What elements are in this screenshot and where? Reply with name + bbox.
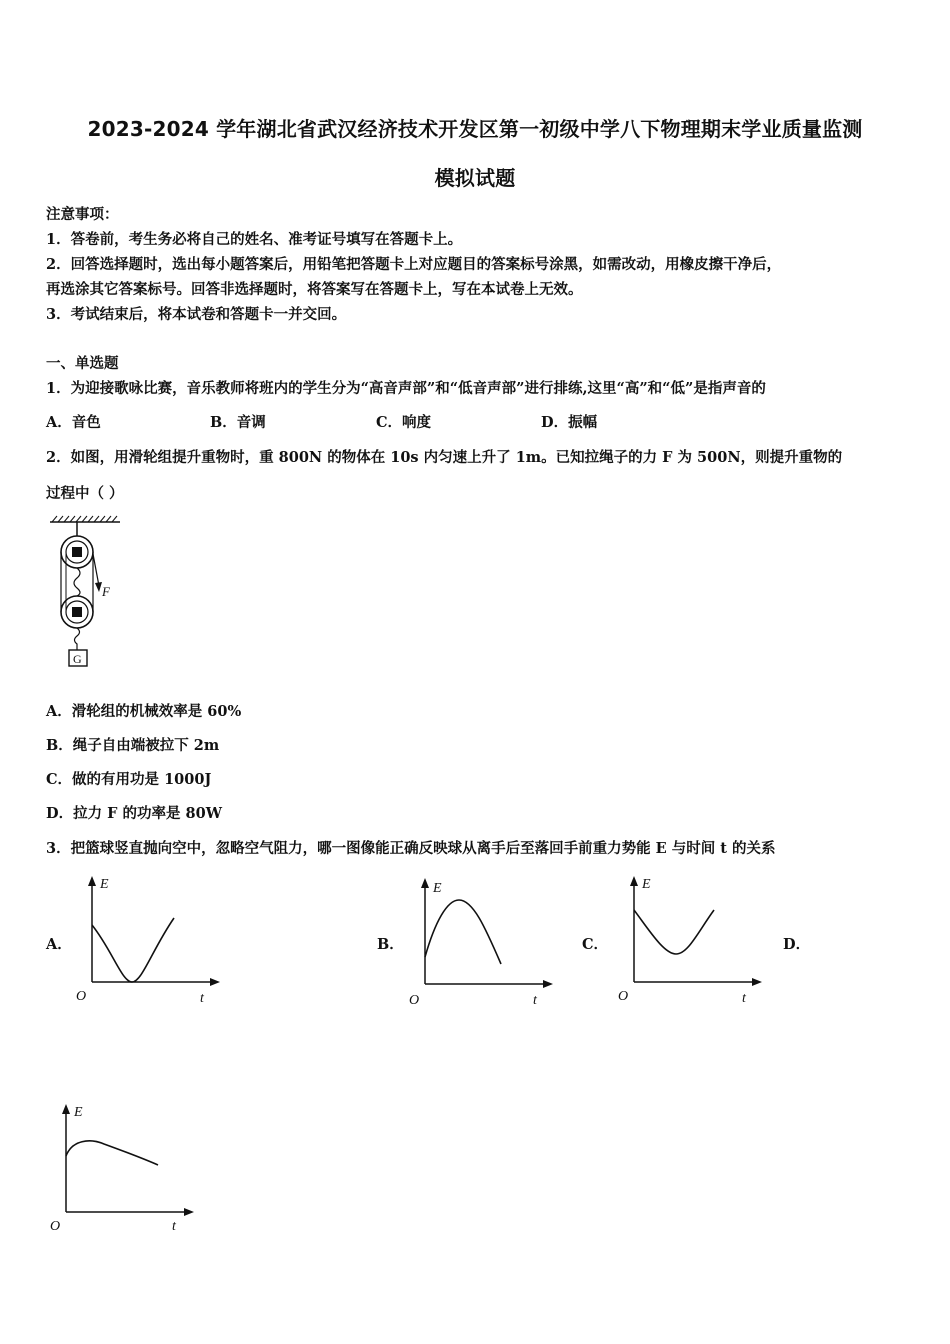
- origin-label: O: [618, 989, 629, 1004]
- graph-b: [405, 872, 555, 1012]
- origin-label: O: [50, 1219, 61, 1234]
- question-3-text: 3．把篮球竖直抛向空中，忽略空气阻力，哪一图像能正确反映球从离手后至落回手前重力势能 E 与时间 t 的关系: [46, 840, 776, 857]
- notice-item: 1．答卷前，考生务必将自己的姓名、准考证号填写在答题卡上。: [46, 231, 463, 248]
- curve: [634, 910, 714, 954]
- curve: [425, 900, 501, 964]
- notice-heading: 注意事项：: [46, 206, 119, 223]
- section-heading: 一、单选题: [46, 355, 119, 372]
- notice-item: 再选涂其它答案标号。回答非选择题时，将答案写在答题卡上，写在本试卷上无效。: [46, 281, 583, 298]
- question-2-text-cont: 过程中（ ）: [46, 485, 124, 502]
- question-3-option-c[interactable]: C．: [582, 936, 609, 953]
- notice-item: 3．考试结束后，将本试卷和答题卡一并交回。: [46, 306, 347, 323]
- question-3-option-a[interactable]: A．: [46, 936, 72, 953]
- x-label: t: [533, 993, 537, 1008]
- y-label: E: [74, 1105, 83, 1120]
- question-1-option-c[interactable]: C．响度: [376, 414, 432, 431]
- page-title: 2023-2024 学年湖北省武汉经济技术开发区第一初级中学八下物理期末学业质量监测: [87, 117, 863, 141]
- question-2-option-a[interactable]: A．滑轮组的机械效率是 60%: [46, 703, 242, 720]
- question-3-option-b[interactable]: B．: [377, 936, 404, 953]
- graph-a: [72, 870, 222, 1010]
- origin-label: O: [76, 989, 87, 1004]
- question-2-option-c[interactable]: C．做的有用功是 1000J: [46, 771, 212, 788]
- x-label: t: [742, 991, 746, 1006]
- force-label: F: [102, 584, 110, 599]
- question-2-option-d[interactable]: D．拉力 F 的功率是 80W: [46, 805, 222, 822]
- curve: [66, 1141, 158, 1165]
- pulley-figure: [44, 512, 134, 672]
- page-subtitle: 模拟试题: [434, 166, 516, 190]
- weight-label: G: [73, 652, 82, 666]
- x-label: t: [200, 991, 204, 1006]
- notice-item: 2．回答选择题时，选出每小题答案后，用铅笔把答题卡上对应题目的答案标号涂黑，如需改动，用橡皮擦干净后，: [46, 256, 782, 273]
- x-label: t: [172, 1219, 176, 1234]
- question-1-option-b[interactable]: B．音调: [210, 414, 266, 431]
- question-1-text: 1．为迎接歌咏比赛，音乐教师将班内的学生分为“高音声部”和“低音声部”进行排练,这里“高”和“低”是指声音的: [46, 380, 766, 397]
- y-label: E: [642, 877, 651, 892]
- y-label: E: [433, 881, 442, 896]
- graph-c: [614, 870, 764, 1010]
- question-2-option-b[interactable]: B．绳子自由端被拉下 2m: [46, 737, 220, 754]
- y-label: E: [100, 877, 109, 892]
- question-2-text: 2．如图，用滑轮组提升重物时，重 800N 的物体在 10s 内匀速上升了 1m。已知拉绳子的力 F 为 500N，则提升重物的: [46, 449, 843, 466]
- curve: [92, 918, 174, 982]
- origin-label: O: [409, 993, 420, 1008]
- question-1-option-a[interactable]: A．音色: [46, 414, 101, 431]
- question-3-option-d[interactable]: D．: [783, 936, 811, 953]
- question-1-option-d[interactable]: D．振幅: [541, 414, 598, 431]
- graph-d: [46, 1098, 196, 1238]
